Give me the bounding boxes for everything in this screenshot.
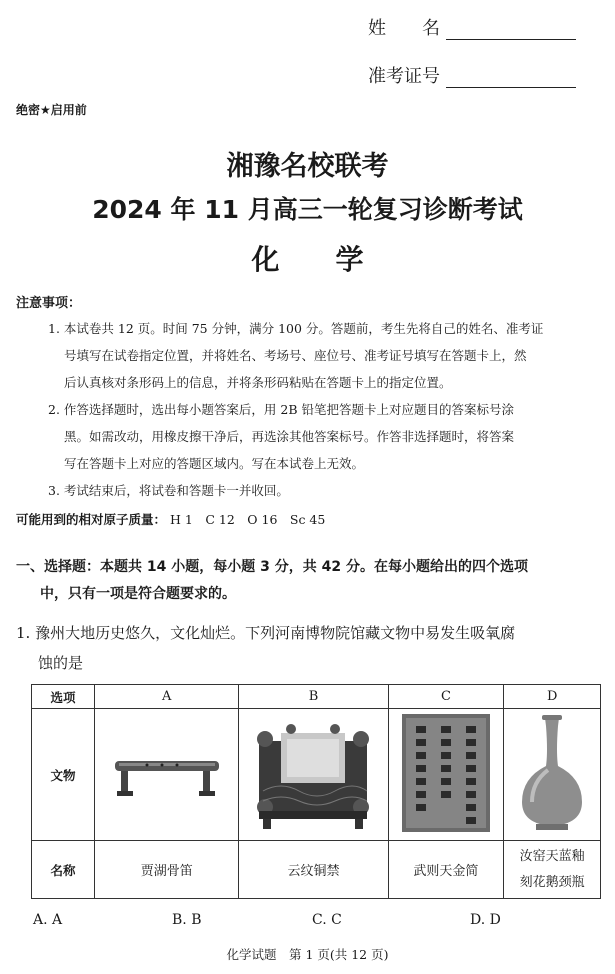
- notice-heading: 注意事项：: [16, 296, 82, 311]
- bronze-altar-image: [251, 711, 375, 835]
- relic-a-cell: [95, 709, 239, 841]
- atomic-mass-values: H 1 C 12 O 16 Sc 45: [170, 512, 326, 527]
- relic-header: 文物: [32, 709, 95, 841]
- notice-item: 写在答题卡上对应的答题区域内。写在本试卷上无效。: [64, 456, 365, 471]
- page-footer: 化学试题 第 1 页(共 12 页): [226, 947, 389, 962]
- column-b-header: B: [239, 685, 388, 709]
- column-a-header: A: [95, 685, 239, 709]
- notice-item: 后认真核对条形码上的信息，并将条形码粘贴在答题卡上的指定位置。: [64, 375, 452, 390]
- option-d: D. D: [470, 912, 501, 928]
- option-b: B. B: [172, 912, 202, 928]
- subject-title: 化 学: [251, 243, 364, 276]
- name-field: [368, 14, 576, 40]
- option-c: C. C: [312, 912, 342, 928]
- notice-item: 黑。如需改动，用橡皮擦干净后，再选涂其他答案标号。作答非选择题时，将答案: [64, 429, 515, 444]
- relic-d-cell: [504, 709, 601, 841]
- name-header: 名称: [32, 841, 95, 899]
- atomic-mass-line: [16, 510, 325, 528]
- question-1-stem-cont: 蚀的是: [38, 654, 84, 672]
- notice-item: 2. 作答选择题时，选出每小题答案后，用 2B 铅笔把答题卡上对应题目的答案标号涂: [48, 402, 514, 417]
- question-1-stem: 1. 豫州大地历史悠久，文化灿烂。下列河南博物院馆藏文物中易发生吸氧腐: [16, 624, 516, 642]
- name-blank: [446, 19, 576, 40]
- relic-table: [31, 684, 601, 899]
- relic-c-cell: [388, 709, 504, 841]
- name-a: 贾湖骨笛: [95, 841, 239, 899]
- relic-b-cell: [239, 709, 388, 841]
- column-d-header: D: [504, 685, 601, 709]
- notice-item: 号填写在试卷指定位置，并将姓名、考场号、座位号、准考证号填写在答题卡上，然: [64, 348, 527, 363]
- exam-number-field: [368, 62, 576, 88]
- name-label: 姓 名: [368, 18, 440, 39]
- exam-org-title: 湘豫名校联考: [226, 151, 389, 182]
- exam-number-blank: [446, 67, 576, 88]
- bone-flute-image: [107, 743, 227, 803]
- name-d: 汝窑天蓝釉 刻花鹅颈瓶: [504, 841, 601, 899]
- section-heading: 一、选择题：本题共 14 小题，每小题 3 分，共 42 分。在每小题给出的四个选项: [16, 559, 528, 575]
- column-c-header: C: [388, 685, 504, 709]
- table-row: [32, 685, 601, 709]
- gold-slip-image: [398, 712, 494, 834]
- table-row: [32, 841, 601, 899]
- celadon-vase-image: [512, 712, 592, 834]
- name-c: 武则天金简: [388, 841, 504, 899]
- notice-item: 3. 考试结束后，将试卷和答题卡一并收回。: [48, 483, 289, 498]
- secret-mark: 绝密★启用前: [16, 103, 87, 117]
- atomic-mass-label: 可能用到的相对原子质量：: [16, 512, 167, 527]
- name-b: 云纹铜禁: [239, 841, 388, 899]
- option-a: A. A: [33, 912, 63, 928]
- notice-item: 1. 本试卷共 12 页。时间 75 分钟，满分 100 分。答题前，考生先将自己的姓名、准考证: [48, 321, 544, 336]
- exam-title: 2024 年 11 月高三一轮复习诊断考试: [92, 195, 523, 224]
- option-header: 选项: [32, 685, 95, 709]
- exam-number-label: 准考证号: [368, 66, 440, 87]
- section-heading-cont: 中，只有一项是符合题要求的。: [40, 586, 236, 602]
- table-row: [32, 709, 601, 841]
